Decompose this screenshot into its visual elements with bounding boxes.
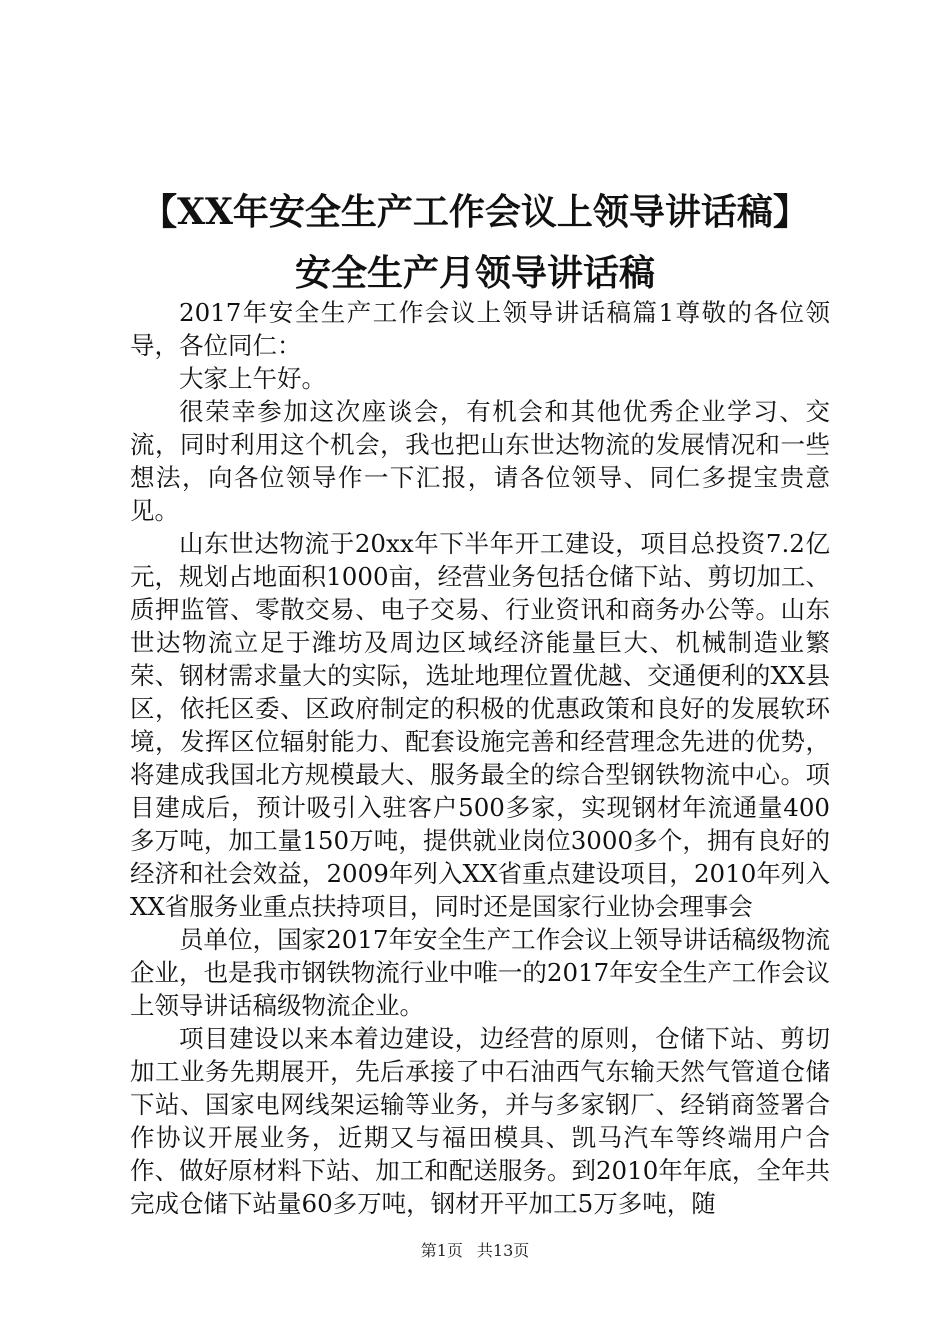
paragraph: 员单位，国家2017年安全生产工作会议上领导讲话稿级物流企业，也是我市钢铁物流行业中唯一的2017年安全生产工作会议上领导讲话稿级物流企业。 [130,925,830,1020]
paragraph: 山东世达物流于20xx年下半年开工建设，项目总投资7.2亿元，规划占地面积1000亩，经营业务包括仓储下站、剪切加工、质押监管、零散交易、电子交易、行业资讯和商务办公等。山东世达物流立足于潍坊及周边区域经济能量巨大、机械制造业繁荣、钢材需求量大的实际，选址地理位置优越、交通便利的XX县区，依托区委、区政府制定的积极的优惠政策和良好的发展软环境，发挥区位辐射能力、配套设施完善和经营理念先进的优势，将建成我国北方规模最大、服务最全的综合型钢铁物流中心。项目建成后，预计吸引入驻客户500多家，实现钢材年流通量400多万吨，加工量150万吨，提供就业岗位3000多个，拥有良好的经济和社会效益，2009年列入XX省重点建设项目，2010年列入XX省服务业重点扶持项目，同时还是国家行业协会理事会 [130,529,830,921]
paragraph: 大家上午好。 [179,364,326,393]
page-number: 第1页 [420,1241,463,1260]
paragraph: 2017年安全生产工作会议上领导讲话稿篇1尊敬的各位领导，各位同仁： [130,298,830,360]
document-title: 【XX年安全生产工作会议上领导讲话稿】安全生产月领导讲话稿 [141,191,809,294]
page-total: 共13页 [476,1241,530,1260]
page-footer [0,1240,950,1262]
paragraph: 很荣幸参加这次座谈会，有机会和其他优秀企业学习、交流，同时利用这个机会，我也把山东世达物流的发展情况和一些想法，向各位领导作一下汇报，请各位领导、同仁多提宝贵意见。 [130,397,830,525]
document-body [130,296,830,1220]
paragraph: 项目建设以来本着边建设，边经营的原则，仓储下站、剪切加工业务先期展开，先后承接了中石油西气东输天然气管道仓储下站、国家电网线架运输等业务，并与多家钢厂、经销商签署合作协议开展业务，近期又与福田模具、凯马汽车等终端用户合作、做好原材料下站、加工和配送服务。到2010年年底，全年共完成仓储下站量60多万吨，钢材开平加工5万多吨，随 [130,1024,830,1218]
